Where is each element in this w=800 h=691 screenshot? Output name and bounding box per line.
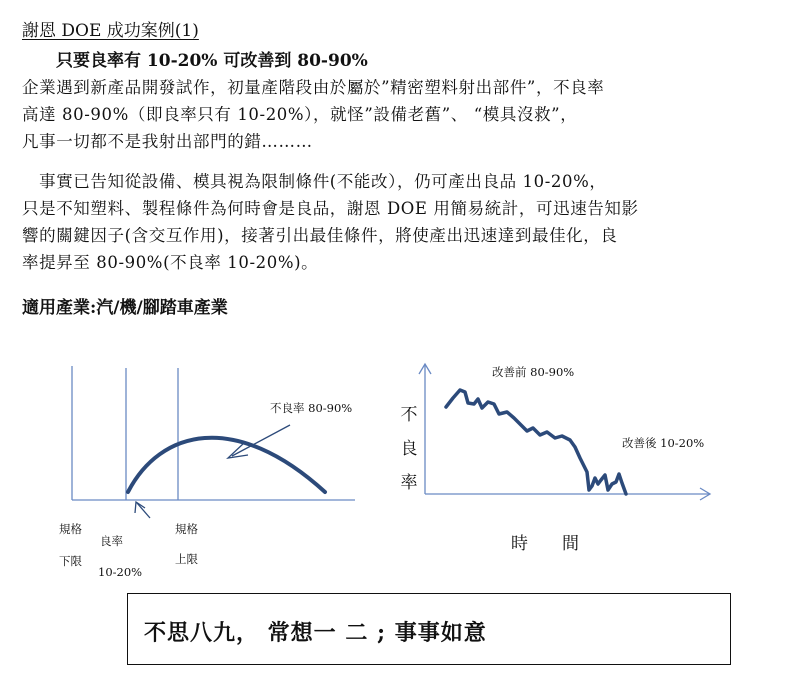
- upper-spec-limit-label-top: 規格: [175, 522, 198, 536]
- y-axis-label-char: 良: [400, 439, 418, 459]
- yield-pointer-arrow: [137, 503, 150, 518]
- paragraph-line: 響的關鍵因子(含交互作用)，接著引出最佳條件，將使產出迅速達到最佳化，良: [22, 226, 618, 245]
- after-improvement-label: 改善後 10-20%: [622, 436, 705, 450]
- curve-callout-arrowhead: [228, 443, 248, 458]
- upper-spec-limit-label-bottom: 上限: [175, 552, 198, 566]
- yield-label-top: 良率: [100, 534, 123, 548]
- right-diagram: [419, 364, 710, 500]
- left-diagram: [72, 366, 355, 518]
- paragraph-line: 率提昇至 80-90%(不良率 10-20%)。: [22, 253, 319, 272]
- defect-rate-trend-line: [446, 390, 626, 494]
- before-improvement-label: 改善前 80-90%: [492, 365, 575, 379]
- lower-spec-limit-label-bottom: 下限: [59, 554, 82, 568]
- paragraph-line: 高達 80-90%（即良率只有 10-20%），就怪”設備老舊”、 “模具沒救”，: [22, 105, 578, 124]
- applicable-industry: 適用產業:汽/機/腳踏車產業: [22, 298, 228, 318]
- case-subheading: 只要良率有 10-20% 可改善到 80-90%: [56, 51, 368, 71]
- paragraph-line: 企業遇到新產品開發試作，初量產階段由於屬於”精密塑料射出部件”，不良率: [22, 78, 605, 97]
- paragraph-line: 凡事一切都不是我射出部門的錯………: [22, 132, 313, 151]
- paragraph-line: 事實已告知從設備、模具視為限制條件(不能改），仍可產出良品 10-20%，: [22, 172, 607, 191]
- distribution-curve: [128, 438, 325, 492]
- paragraph-line: 只是不知塑料、製程條件為何時會是良品，謝恩 DOE 用簡易統計，可迅速告知影: [22, 199, 639, 218]
- yield-label-bottom: 10-20%: [98, 565, 143, 579]
- y-axis-label-char: 率: [400, 473, 418, 493]
- x-axis-label: 時間: [511, 534, 613, 554]
- y-axis-label-char: 不: [400, 405, 418, 425]
- y-axis-label: [399, 398, 419, 500]
- motto-text: 不思八九， 常想一 二 ; 事事如意: [144, 620, 487, 646]
- lower-spec-limit-label-top: 規格: [59, 522, 82, 536]
- case-heading: 謝恩 DOE 成功案例(1): [22, 21, 199, 41]
- curve-defect-label: 不良率 80-90%: [270, 401, 353, 415]
- motto-box: [127, 593, 731, 665]
